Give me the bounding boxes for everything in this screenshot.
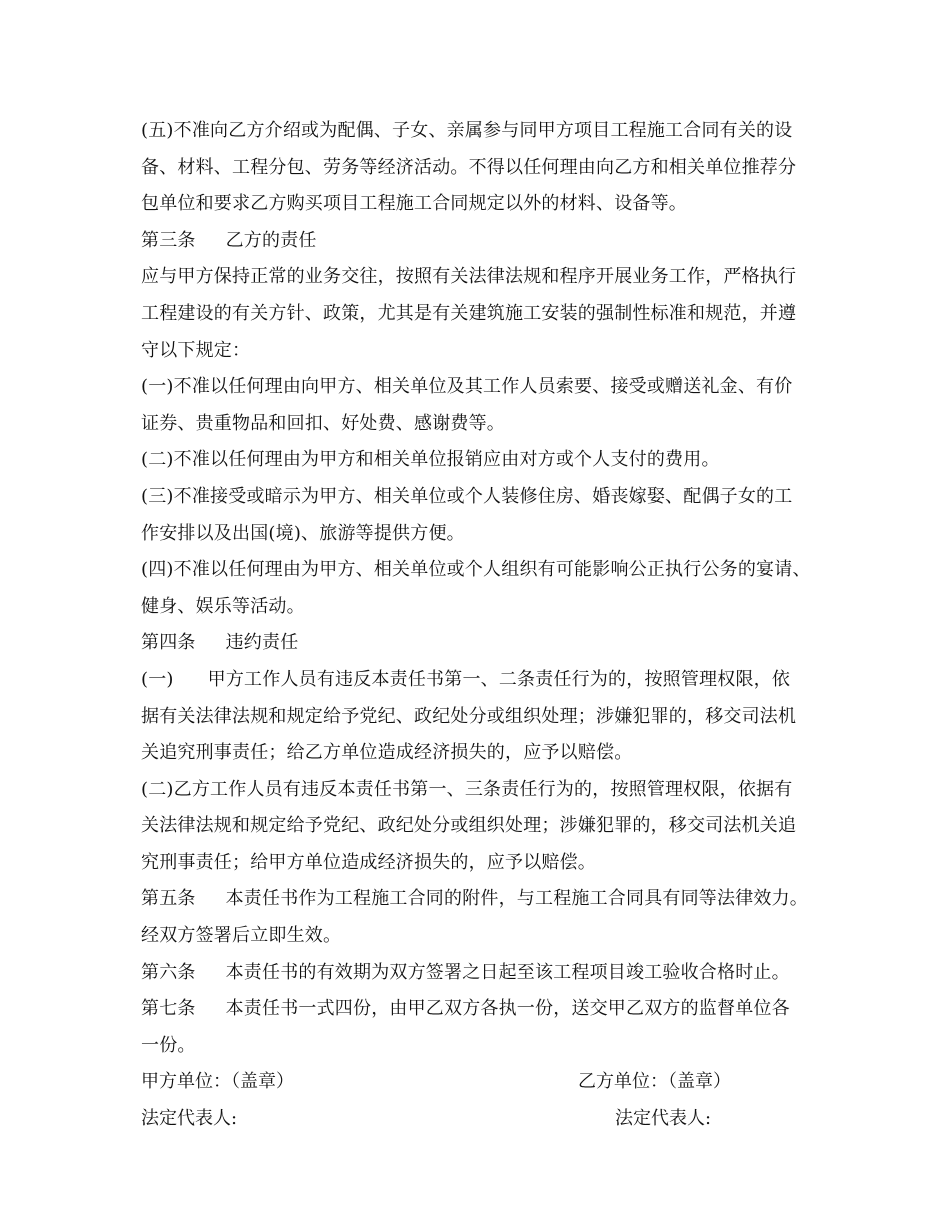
text-line: (三)不准接受或暗示为甲方、相关单位或个人装修住房、婚丧嫁娶、配偶子女的工 <box>141 485 793 507</box>
clause-4-1-line <box>141 662 831 699</box>
text-line: 关追究刑事责任；给乙方单位造成经济损失的，应予以赔偿。 <box>141 742 633 764</box>
article-6-label: 第六条 <box>141 961 196 983</box>
text-line: 究刑事责任；给甲方单位造成经济损失的，应予以赔偿。 <box>141 851 596 873</box>
text-line: 证券、贵重物品和回扣、好处费、感谢费等。 <box>141 412 505 434</box>
article-3-title: 乙方的责任 <box>225 229 317 251</box>
party-b-unit: 乙方单位：（盖章） <box>578 1071 731 1093</box>
text-line: (二)不准以任何理由为甲方和相关单位报销应由对方或个人支付的费用。 <box>141 449 720 471</box>
article-4-label: 第四条 <box>141 632 196 654</box>
article-7-label: 第七条 <box>141 998 196 1020</box>
article-6-text: 本责任书的有效期为双方签署之日起至该工程项目竣工验收合格时止。 <box>225 961 790 983</box>
party-a-representative: 法定代表人: <box>141 1108 238 1130</box>
article-7-line <box>141 991 831 1028</box>
text-line: 作安排以及出国(境)、旅游等提供方便。 <box>141 522 465 544</box>
text-line: 据有关法律法规和规定给予党纪、政纪处分或组织处理；涉嫌犯罪的，移交司法机 <box>141 705 797 727</box>
article-3-heading <box>141 223 831 260</box>
text-line: 守以下规定： <box>141 339 251 361</box>
text-line: 包单位和要求乙方购买项目工程施工合同规定以外的材料、设备等。 <box>141 193 687 215</box>
text-line: (一)不准以任何理由向甲方、相关单位及其工作人员索要、接受或赠送礼金、有价 <box>141 376 793 398</box>
text-line: 健身、娱乐等活动。 <box>141 595 305 617</box>
article-5-line <box>141 881 831 918</box>
article-4-heading <box>141 625 831 662</box>
article-7-text: 本责任书一式四份，由甲乙双方各执一份，送交甲乙双方的监督单位各 <box>225 998 790 1020</box>
text-line: 工程建设的有关方针、政策，尤其是有关建筑施工安装的强制性标准和规范，并遵 <box>141 302 797 324</box>
text-line: (四)不准以任何理由为甲方、相关单位或个人组织有可能影响公正执行公务的宴请、 <box>141 559 811 581</box>
article-3-label: 第三条 <box>141 229 196 251</box>
text-line: (五)不准向乙方介绍或为配偶、子女、亲属参与同甲方项目工程施工合同有关的设 <box>141 120 793 141</box>
text-line: (二)乙方工作人员有违反本责任书第一、三条责任行为的，按照管理权限，依据有 <box>141 778 793 800</box>
article-6-line <box>141 955 831 992</box>
text-line: 应与甲方保持正常的业务交往，按照有关法律法规和程序开展业务工作，严格执行 <box>141 266 797 288</box>
article-5-label: 第五条 <box>141 888 196 910</box>
party-a-unit: 甲方单位：（盖章） <box>141 1071 294 1093</box>
article-5-text: 本责任书作为工程施工合同的附件，与工程施工合同具有同等法律效力。 <box>225 888 809 910</box>
document-body <box>141 113 831 1138</box>
signature-row-representatives <box>141 1101 831 1138</box>
clause-4-1-label: (一) <box>141 668 174 690</box>
clause-4-1-text: 甲方工作人员有违反本责任书第一、二条责任行为的，按照管理权限，依 <box>207 668 791 690</box>
text-line: 关法律法规和规定给予党纪、政纪处分或组织处理；涉嫌犯罪的，移交司法机关追 <box>141 815 797 837</box>
text-line: 一份。 <box>141 1034 196 1056</box>
text-line: 经双方签署后立即生效。 <box>141 925 342 947</box>
party-b-representative: 法定代表人: <box>615 1108 712 1130</box>
signature-row-units <box>141 1064 831 1101</box>
article-4-title: 违约责任 <box>225 632 299 654</box>
text-line: 备、材料、工程分包、劳务等经济活动。不得以任何理由向乙方和相关单位推荐分 <box>141 156 797 178</box>
